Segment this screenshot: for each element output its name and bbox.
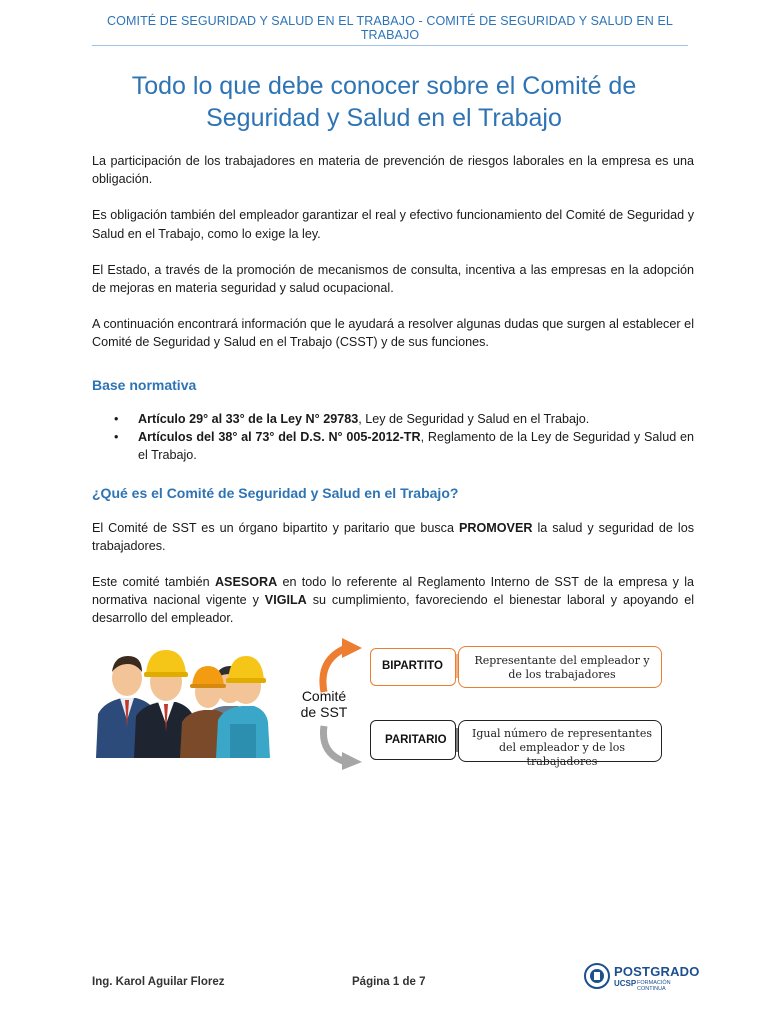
committee-center-label [290,688,358,720]
bullet: • [114,430,119,445]
title-line-2: Seguridad y Salud en el Trabajo [206,104,562,132]
document-body [92,152,694,646]
paritario-description: Igual número de representantes del empleador y de los trabajadores [471,727,653,768]
footer-author: Ing. Karol Aguilar Florez [92,976,225,988]
committee-diagram [290,630,670,770]
intro-paragraph: A continuación encontrará información que le ayudará a resolver algunas dudas que surgen al establecer el Comité de Seguridad y Salud en el Trabajo (CSST) y de sus funciones. [92,317,694,350]
page-title [92,70,676,134]
postgrado-ucsp-logo [584,962,700,992]
section-heading-que-es: ¿Qué es el Comité de Seguridad y Salud en el Trabajo? [92,485,459,502]
text: la salud y seguridad de los trabajadores. [92,520,695,553]
functions-paragraph [92,573,694,628]
emphasis-promover: PROMOVER [458,520,533,535]
text: Este comité también [92,575,215,590]
intro-paragraph: El Estado, a través de la promoción de mecanismos de consulta, incentiva a las empresas en la adopción de mejoras en materia seguridad y salud ocupacional. [92,262,694,296]
law-description: , Ley de Seguridad y Salud en el Trabajo. [358,411,590,426]
law-citation: Artículo 29° al 33° de la Ley N° 29783 [138,411,359,426]
section-heading-base-normativa: Base normativa [92,376,197,393]
text: El Comité de SST es un órgano bipartito y paritario que busca [92,520,459,535]
emphasis-vigila: VIGILA [264,593,307,608]
logo-postgrado: POSTGRADO [614,964,700,979]
title-line-1: Todo lo que debe conocer sobre el Comité de [131,72,637,100]
center-line-2: de SST [300,704,348,720]
header-divider [92,45,688,46]
logo-ucsp: UCSP [614,979,637,988]
emphasis-asesora: ASESORA [214,575,278,590]
bipartito-label: BIPARTITO [382,660,443,672]
definition-paragraph [92,519,694,555]
text: su cumplimiento, favoreciendo el bienestar laboral y apoyando el desarrollo del empleador. [92,593,694,626]
legal-references-list [92,410,694,465]
workers-illustration [92,628,270,758]
bullet: • [114,411,119,426]
footer-page-number: Página 1 de 7 [352,976,426,988]
logo-formacion: FORMACIÓN CONTINUA [637,980,671,992]
orange-arrowhead [342,638,362,658]
text: en todo lo referente al Reglamento Interno de SST de la empresa y la normativa nacional vigente y [92,575,695,608]
law-description: , Reglamento de la Ley de Seguridad y Salud en el Trabajo. [138,430,694,463]
center-line-1: Comité [301,688,347,704]
running-header: COMITÉ DE SEGURIDAD Y SALUD EN EL TRABAJO - COMITÉ DE SEGURIDAD Y SALUD EN EL TRABAJO [107,14,673,42]
intro-paragraph: Es obligación también del empleador garantizar el real y efectivo funcionamiento del Comité de Seguridad y Salud en el Trabajo, como lo exige la ley. [92,208,694,241]
gray-arrowhead [342,752,362,770]
paritario-label: PARITARIO [385,734,447,746]
intro-paragraph: La participación de los trabajadores en materia de prevención de riesgos laborales en la empresa es una obligación. [92,154,694,187]
list-item [92,428,694,464]
list-item [92,410,694,428]
bipartito-description: Representante del empleador y de los trabajadores [474,654,650,681]
ucsp-emblem-icon [584,963,610,989]
law-citation: Artículos del 38° al 73° del D.S. N° 005-2012-TR [138,430,421,445]
